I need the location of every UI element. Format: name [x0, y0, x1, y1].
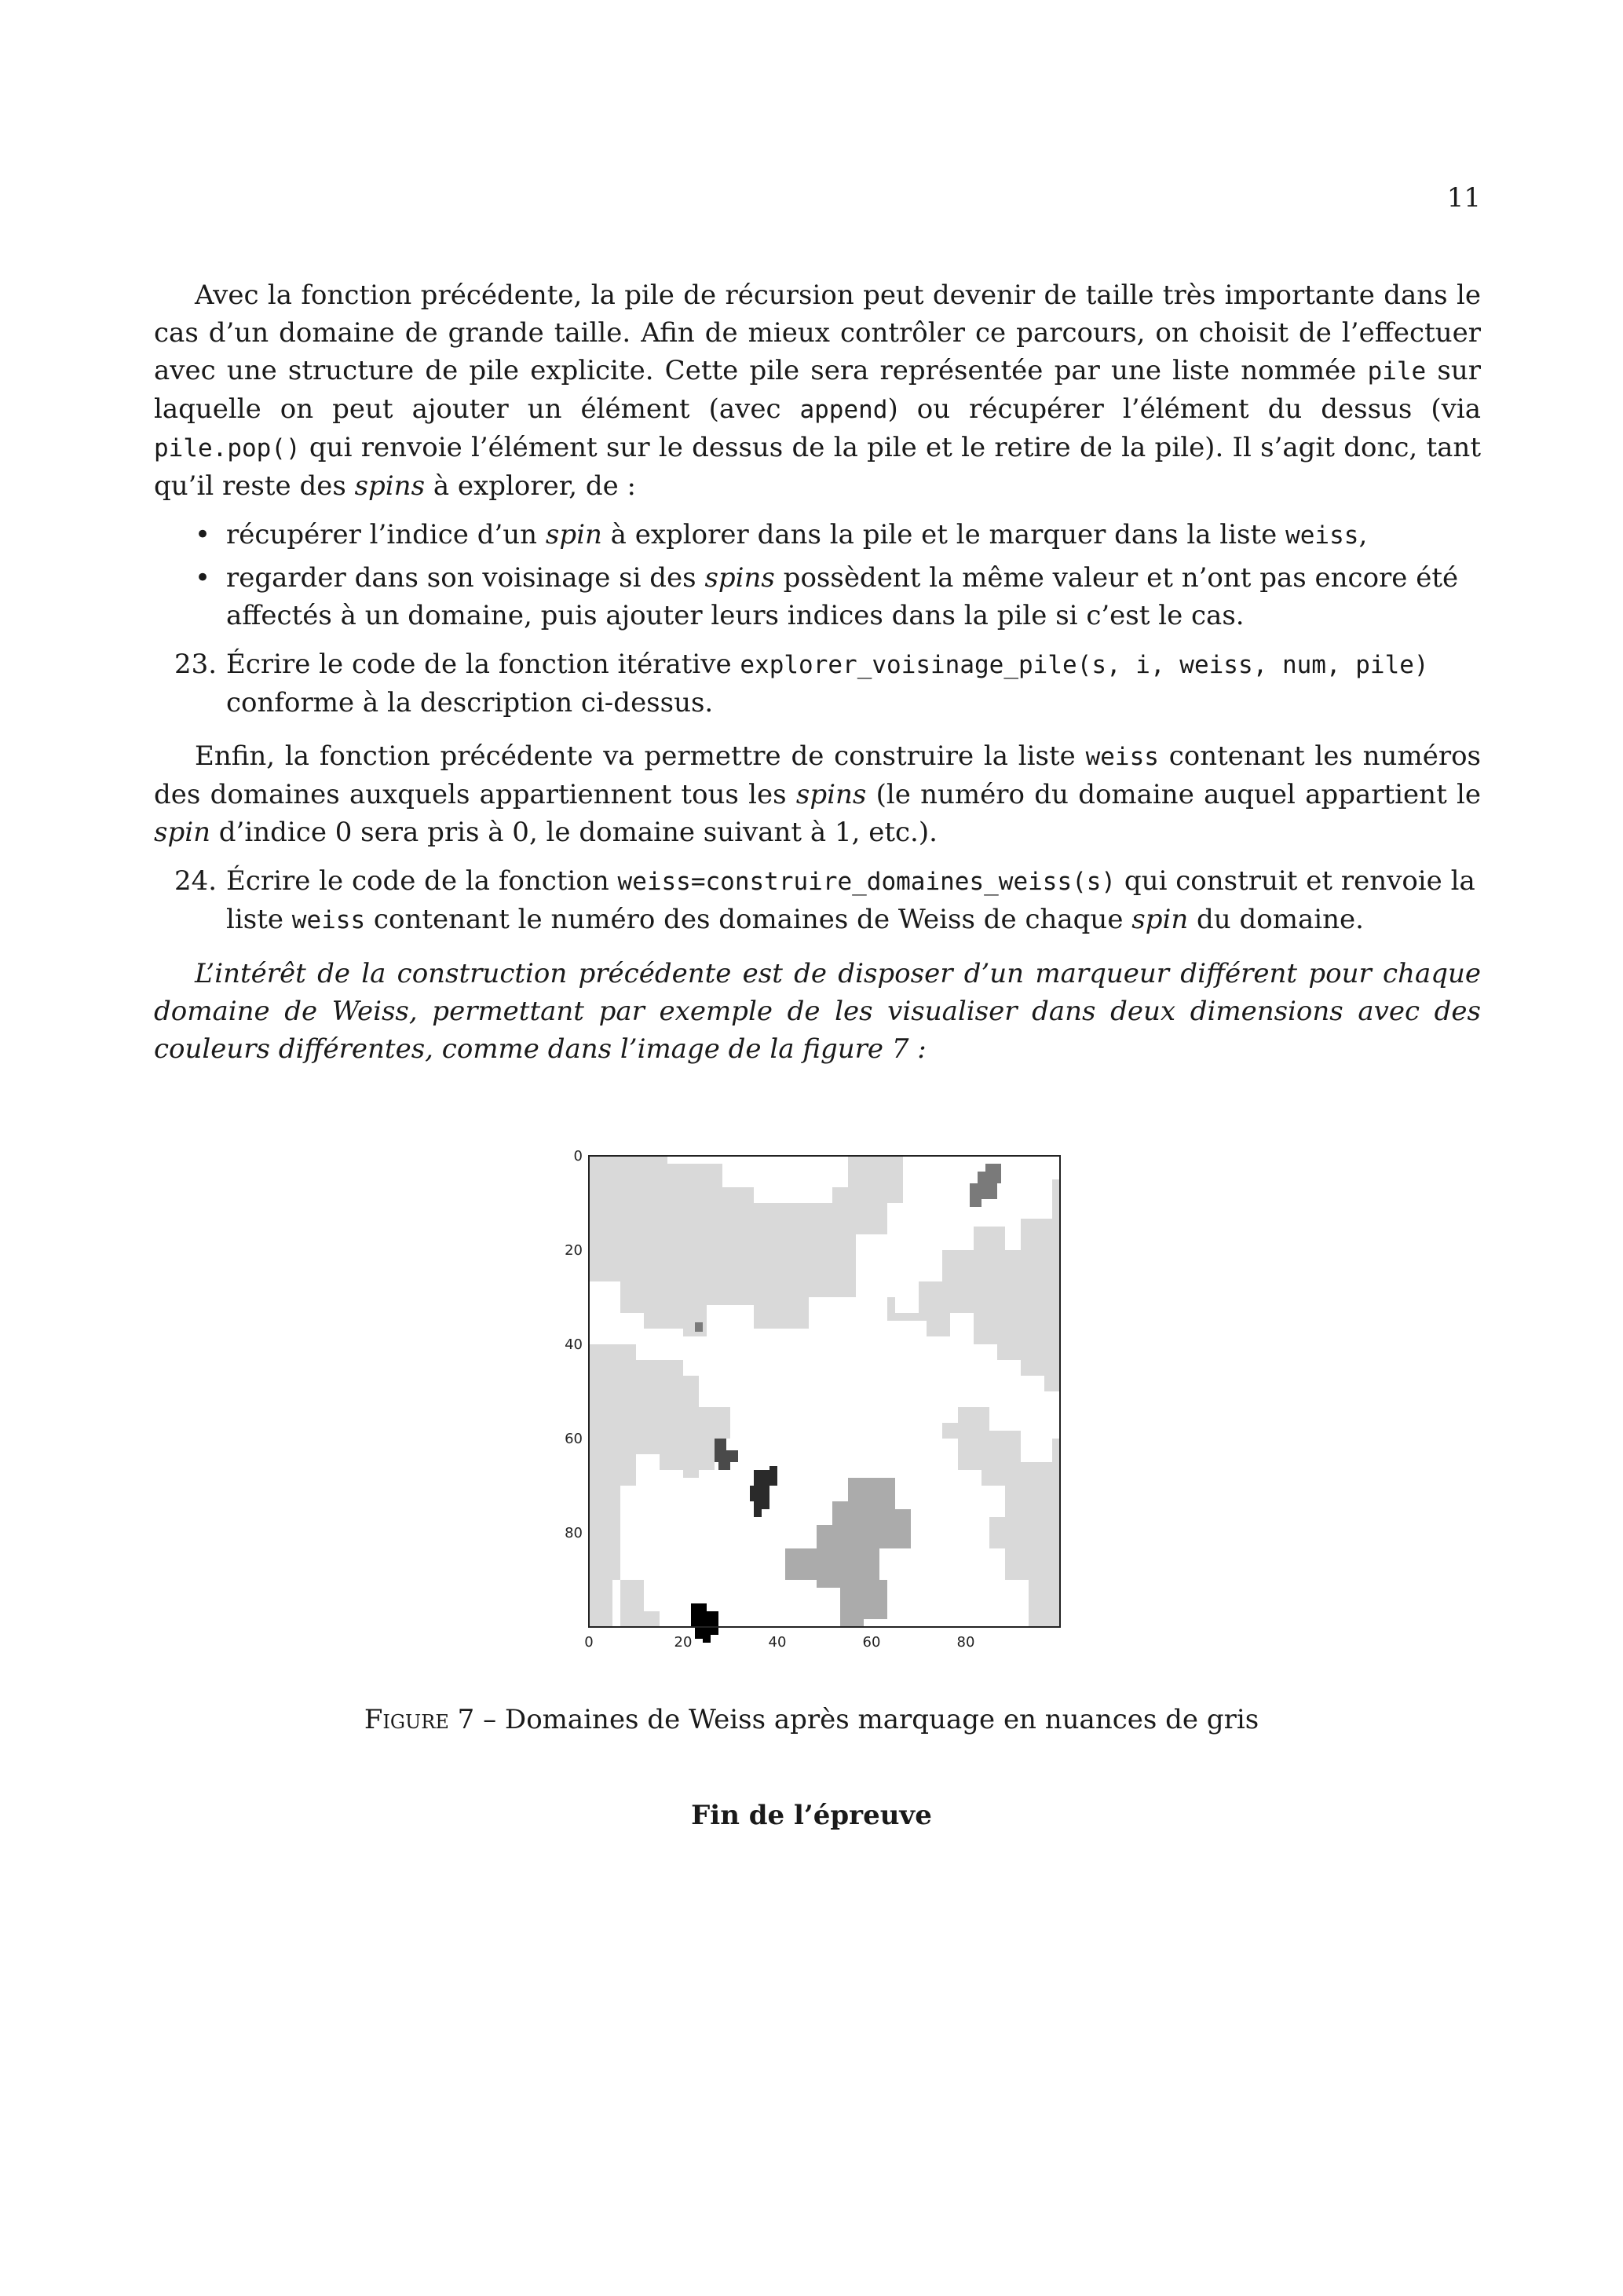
end-of-exam: Fin de l’épreuve — [691, 1800, 932, 1831]
x-tick-label: 0 — [584, 1634, 594, 1651]
x-tick-label: 40 — [768, 1634, 787, 1651]
bullet-list — [154, 516, 1481, 634]
x-tick-label: 20 — [674, 1634, 693, 1651]
y-tick-label: 20 — [565, 1242, 583, 1259]
x-tick-label: 60 — [862, 1634, 881, 1651]
list-item: • récupérer l’indice d’un spin à explorer dans la pile et le marquer dans la liste weiss, — [195, 519, 1368, 550]
weiss-domains-figure — [550, 1140, 1068, 1658]
x-tick-label: 80 — [956, 1634, 975, 1651]
document-body — [154, 276, 1481, 1068]
y-tick-label: 60 — [565, 1431, 583, 1447]
y-tick-label: 0 — [573, 1148, 583, 1164]
y-axis — [565, 1148, 583, 1541]
paragraph-pile: Avec la fonction précédente, la pile de récursion peut devenir de taille très importante dans le cas d’un domaine de grande taille. Afin de mieux contrôler ce parcours, on choisit de l’effectuer avec une structure de pile explicite. Cette pile sera représentée par une liste nommée pile sur laquelle on peut ajouter un élément (avec append) ou récupérer l’élément du dessus (via pile.pop() qui renvoie l’élément sur le dessus de la pile et le retire de la pile). Il s’agit donc, tant qu’il reste des spins à explorer, de : — [154, 280, 1481, 502]
figure-caption: Figure 7 – Domaines de Weiss après marquage en nuances de gris — [364, 1704, 1259, 1735]
y-tick-label: 40 — [565, 1336, 583, 1353]
y-tick-label: 80 — [565, 1525, 583, 1541]
list-item: • regarder dans son voisinage si des spins possèdent la même valeur et n’ont pas encore été affectés à un domaine, puis ajouter leurs indices dans la pile si c’est le cas. — [195, 562, 1459, 631]
paragraph-interet: L’intérêt de la construction précédente est de disposer d’un marqueur différent pour chaque domaine de Weiss, permettant par exemple de les visualiser dans deux dimensions avec des couleurs différentes, comme dans l’image de la figure 7 : — [154, 958, 1481, 1065]
heatmap-area — [589, 1156, 1060, 1643]
question-24: 24. Écrire le code de la fonction weiss=construire_domaines_weiss(s) qui construit et renvoie la liste weiss contenant le numéro des domaines de Weiss de chaque spin du domaine. — [174, 865, 1475, 935]
question-23: 23. Écrire le code de la fonction itérative explorer_voisinage_pile(s, i, weiss, num, pile) conforme à la description ci-dessus. — [174, 649, 1429, 718]
page-number: 11 — [1446, 182, 1481, 214]
domain-small-gray — [695, 1322, 703, 1332]
paragraph-weiss: Enfin, la fonction précédente va permettre de construire la liste weiss contenant les numéros des domaines auxquels appartiennent tous les spins (le numéro du domaine auquel appartient le spin d’indice 0 sera pris à 0, le domaine suivant à 1, etc.). — [154, 740, 1481, 848]
x-axis — [584, 1634, 974, 1651]
